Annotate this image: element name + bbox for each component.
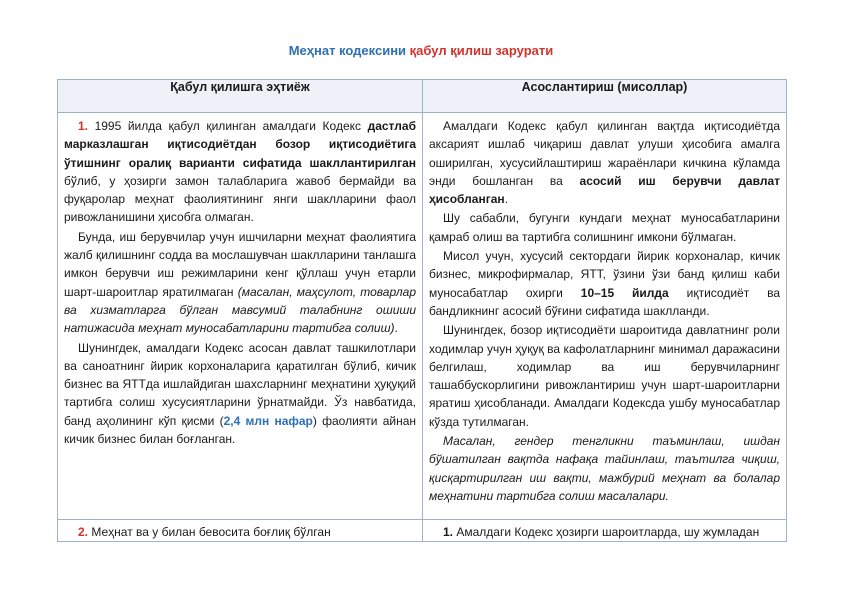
table-header-row	[58, 80, 787, 113]
item-number: 2.	[78, 525, 89, 539]
item-number: 1.	[443, 525, 454, 539]
justification-paragraph-4: Шунингдек, бозор иқтисодиёти шароитида давлатнинг роли ходимлар учун ҳуқуқ ва кафолатларнинг минимал даражасини белгилаш, ходимлар ва иш берувчиларнинг ташаббускорлигини ривожлантириш учун шарт-шароитларни яратиш ҳисобланади. Амалдаги Кодексда ушбу муносабатлар кўзда тутилмаган.	[429, 323, 780, 429]
page-title	[0, 43, 842, 59]
need-paragraph-1: 1. 1995 йилда қабул қилинган амалдаги Кодекс дастлаб марказлашган иқтисодиётдан бозор иқтисодиётига ўтишнинг оралиқ варианти сифатида шакллантирилган бўлиб, у ҳозирги замон талабларига жавоб бермайди ва фуқаролар меҳнат фаолиятининг янги шаклларини фаол ривожланишини ҳисобга олмаган.	[64, 119, 416, 225]
title-part-1: Меҳнат кодексини	[288, 43, 407, 58]
need-cell-2: 2. Меҳнат ва у билан бевосита боғлиқ бўлган	[58, 520, 423, 542]
justification-cell-2: 1. Амалдаги Кодекс ҳозирги шароитларда, шу жумладан	[423, 520, 787, 542]
title-part-2: қабул қилиш зарурати	[409, 43, 554, 58]
column-header-need: Қабул қилишга эҳтиёж	[58, 80, 423, 113]
justification-paragraph-5: Масалан, гендер тенгликни таъминлаш, ишдан бўшатилган вақтда нафақа тайинлаш, таътилга чиқиш, қисқартирилган иш вақти, мажбурий меҳнат ва болалар меҳнатини тартибга солиш масалалари.	[429, 434, 780, 503]
justification-paragraph-1: Амалдаги Кодекс қабул қилинган вақтда иқтисодиётда аксарият ишлаб чиқариш давлат улуши ҳисобига амалга оширилган, хусусийлаштириш жараёнлари кичкина кўламда энди бошланган ва асосий иш берувчи давлат ҳисобланган.	[429, 119, 780, 207]
highlight-figure: 2,4 млн нафар	[223, 413, 313, 428]
need-paragraph-3: Шунингдек, амалдаги Кодекс асосан давлат ташкилотлари ва саноатнинг йирик корхоналарига қаратилган бўлиб, кичик бизнес ва ЯТТда ишлайдиган шахсларнинг меҳнатини ҳуқуқий тартибга солиш хусусиятларини ўрнатмайди. Ўз навбатида, банд аҳолининг кўп қисми (2,4 млн нафар) фаолияти айнан кичик бизнес билан боғланган.	[64, 340, 416, 447]
column-header-justification: Асослантириш (мисоллар)	[423, 80, 787, 113]
need-paragraph-2: Бунда, иш берувчилар учун ишчиларни меҳнат фаолиятига жалб қилишнинг содда ва мослашувчан шаклларини танлашга имкон берувчи иш режимларини кенг қўллаш учун етарли шарт-шароитлар яратилмаган (масалан, маҳсулот, товарлар ва хизматларга бўлган мавсумий талабнинг ошиши натижасида меҳнат муносабатларини тартибга солиш).	[64, 229, 416, 336]
justification-cell	[423, 113, 787, 520]
comparison-table	[57, 79, 787, 542]
need-cell	[58, 113, 423, 520]
justification-paragraph-3: Мисол учун, хусусий сектордаги йирик корхоналар, кичик бизнес, микрофирмалар, ЯТТ, ўзини ўзи банд қилиш каби муносабатлар охирги 10–15 йилда иқтисодиёт ва бандликнинг асосий бўғини сифатида шаклланди.	[429, 249, 781, 318]
table-row	[58, 113, 787, 520]
table-row	[58, 520, 787, 542]
justification-paragraph-2: Шу сабабли, бугунги кундаги меҳнат муносабатларини қамраб олиш ва тартибга солишнинг имкони бўлмаган.	[429, 211, 780, 244]
item-number: 1.	[78, 119, 89, 133]
